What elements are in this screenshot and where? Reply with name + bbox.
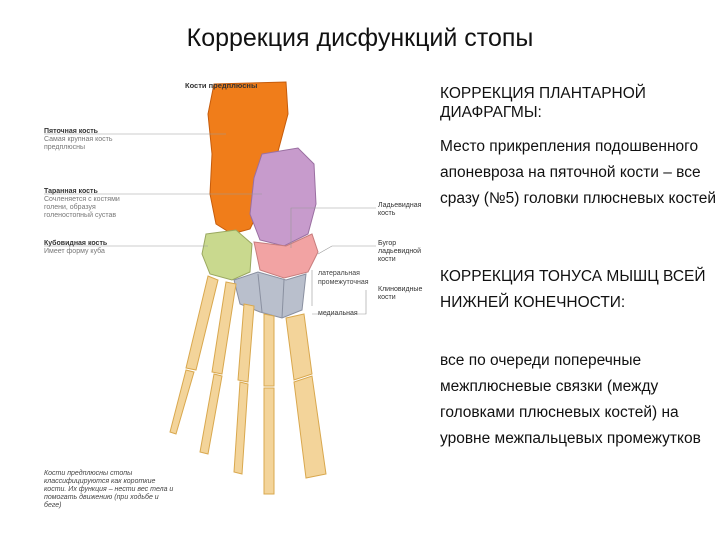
metatarsal-2 — [264, 314, 274, 386]
label-cuboid — [44, 240, 140, 256]
label-calcaneus-sub: Самая крупная кость предплюсны — [44, 136, 113, 151]
metatarsal-4 — [212, 282, 236, 374]
label-cuneiform-lateral: латеральная — [318, 270, 360, 277]
phalanges-4 — [200, 374, 222, 454]
phalanges-2 — [264, 388, 274, 494]
phalanges-3 — [234, 382, 248, 474]
label-talus-sub: Сочленяется с костями голени, образуя голеностопный сустав — [44, 196, 120, 219]
label-calcaneus — [44, 128, 140, 152]
heading-muscle-tone: КОРРЕКЦИЯ ТОНУСА МЫШЦ ВСЕЙ НИЖНЕЙ КОНЕЧНОСТИ: — [440, 268, 706, 311]
body-muscle-tone: все по очереди поперечные межплюсневые связки (между головками плюсневых костей) на уровне межпальцевых промежутков — [440, 352, 701, 447]
heading-plantar-diaphragm: КОРРЕКЦИЯ ПЛАНТАРНОЙ ДИАФРАГМЫ: — [440, 85, 646, 121]
body-plantar-diaphragm: Место прикрепления подошвенного апоневроза на пяточной кости – все сразу (№5) головки плюсневых костей — [440, 138, 717, 207]
label-cuboid-title: Кубовидная кость — [44, 240, 108, 247]
label-talus-title: Таранная кость — [44, 188, 98, 195]
label-cuneiform-title: Клиновидные кости — [378, 286, 423, 301]
label-navicular: Ладьевидная кость — [378, 202, 422, 217]
label-cuneiform-medial: медиальная — [318, 310, 358, 317]
phalanges-5 — [170, 370, 194, 434]
label-talus — [44, 188, 140, 220]
talus-bone — [250, 148, 316, 246]
metatarsal-5 — [186, 276, 218, 370]
label-cuneiform-intermediate: промежуточная — [318, 279, 369, 286]
label-calcaneus-title: Пяточная кость — [44, 128, 98, 135]
figure-caption: Кости предплюсны стопы классифицируются как короткие кости. Их функция – нести вес тела и помогать движению (при ходьбе и беге) — [44, 470, 174, 509]
label-navicular-tuber: Бугор ладьевидной кости — [378, 240, 421, 263]
figure-heading: Кости предплюсны — [185, 81, 258, 90]
phalanges-1 — [294, 376, 326, 478]
cuboid-bone — [202, 230, 252, 280]
label-cuboid-sub: Имеет форму куба — [44, 248, 105, 255]
metatarsal-3 — [238, 304, 254, 382]
slide-title: Коррекция дисфункций стопы — [186, 24, 534, 52]
foot-bones-figure — [36, 74, 436, 530]
metatarsal-1 — [286, 314, 312, 380]
